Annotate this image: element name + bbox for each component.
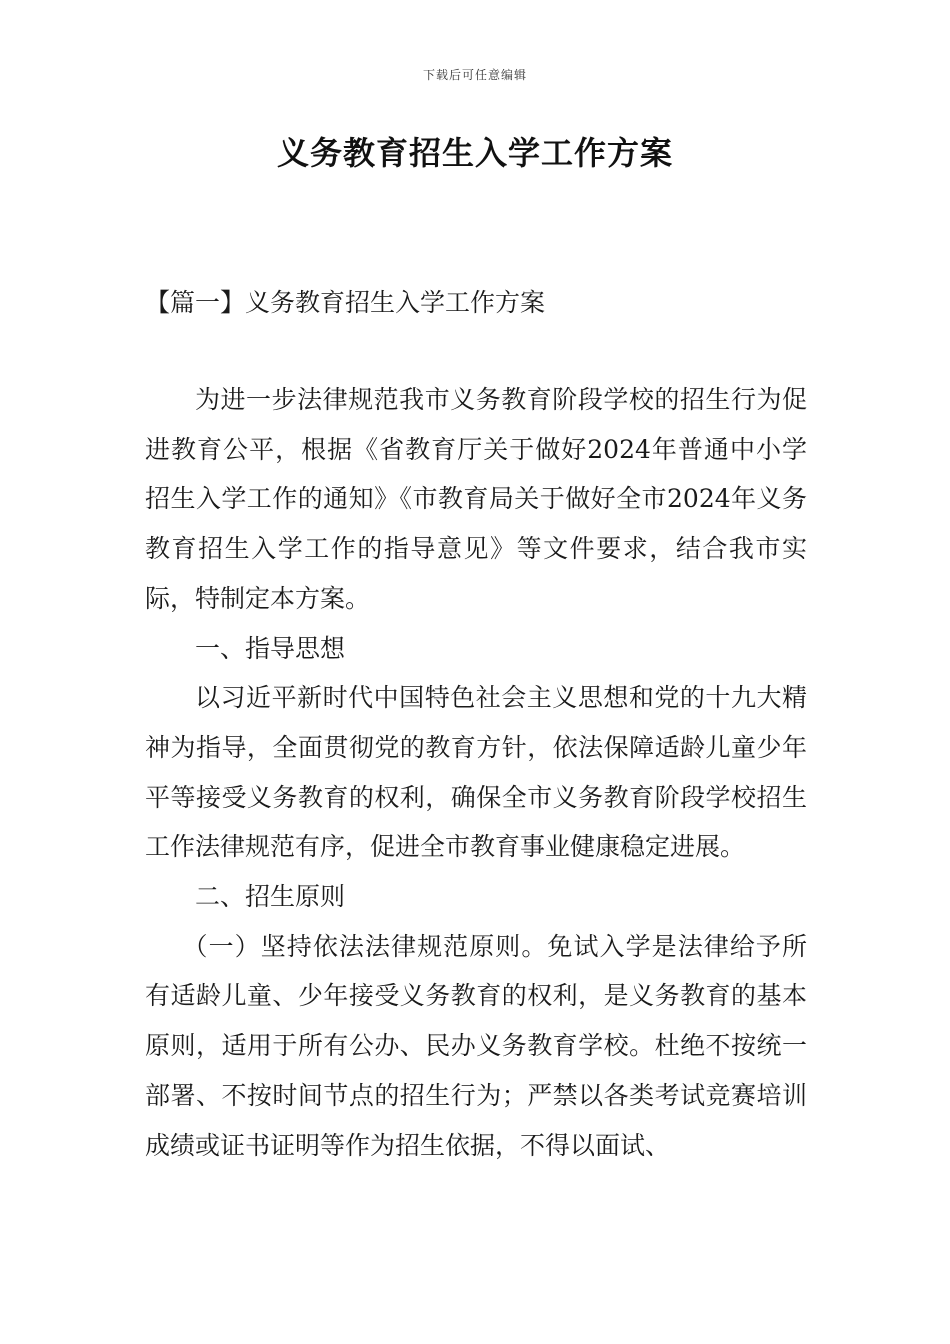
document-body: [145, 375, 807, 1170]
section-heading: 【篇一】义务教育招生入学工作方案: [145, 288, 546, 317]
header-note: 下载后可任意编辑: [422, 68, 527, 82]
intro-paragraph: 为进一步法律规范我市义务教育阶段学校的招生行为促进教育公平，根据《省教育厅关于做好2024年普通中小学招生入学工作的通知》《市教育局关于做好全市2024年义务教育招生入学工作的指导意见》等文件要求，结合我市实际，特制定本方案。: [145, 385, 807, 613]
document-title: 义务教育招生入学工作方案: [276, 134, 673, 172]
heading-guiding-ideology: 一、指导思想: [195, 633, 346, 663]
guiding-ideology-paragraph: 以习近平新时代中国特色社会主义思想和党的十九大精神为指导，全面贯彻党的教育方针，依法保障适龄儿童少年平等接受义务教育的权利，确保全市义务教育阶段学校招生工作法律规范有序，促进全市教育事业健康稳定进展。: [145, 683, 807, 862]
heading-enrollment-principles: 二、招生原则: [195, 882, 346, 912]
principle-1-paragraph: （一）坚持依法法律规范原则。免试入学是法律给予所有适龄儿童、少年接受义务教育的权利，是义务教育的基本原则，适用于所有公办、民办义务教育学校。杜绝不按统一部署、不按时间节点的招生行为；严禁以各类考试竞赛培训成绩或证书证明等作为招生依据，不得以面试、: [145, 931, 807, 1160]
